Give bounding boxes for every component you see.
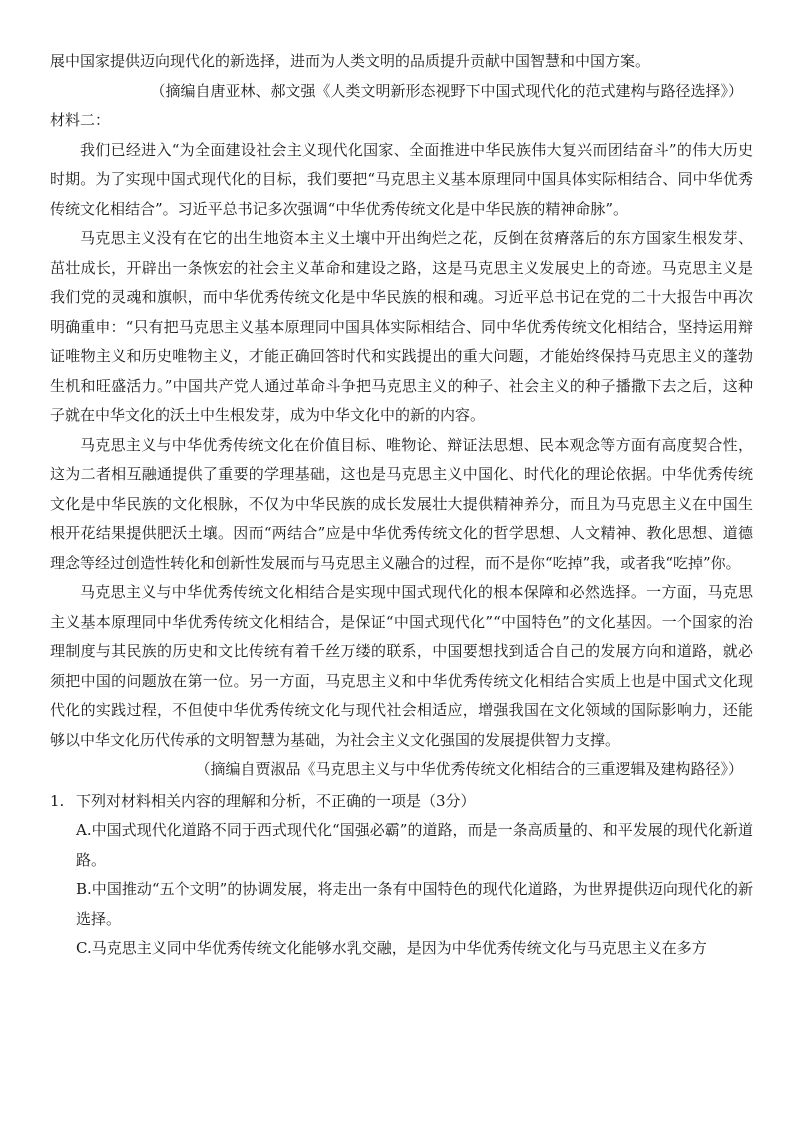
material2-heading: 材料二： — [50, 111, 111, 129]
document-page — [50, 47, 753, 964]
material2-paragraph-4: 马克思主义与中华优秀传统文化相结合是实现中国式现代化的根本保障和必然选择。一方面，马克思主义基本原理同中华优秀传统文化相结合，是保证“中国式现代化”“中国特色”的文化基因。一个国家的治理制度与其民族的历史和文比传统有着千丝万缕的联系，中国要想找到适合自己的发展方向和道路，就必须把中国的问题放在第一位。另一方面，马克思主义和中华优秀传统文化相结合实质上也是中国式文化现代化的实践过程，不但使中华优秀传统文化与现代社会相适应，增强我国在文化领域的国际影响力，还能够以中华文化历代传承的文明智慧为基础，为社会主义文化强国的发展提供智力支撑。 — [50, 583, 753, 749]
option-b: B.中国推动“五个文明”的协调发展，将走出一条有中国特色的现代化道路，为世界提供迈向现代化的新选择。 — [76, 880, 753, 928]
question-number: 1. — [50, 791, 65, 810]
question-stem: 下列对材料相关内容的理解和分析，不正确的一项是（3分） — [76, 791, 476, 810]
material2-paragraph-1: 我们已经进入“为全面建设社会主义现代化国家、全面推进中华民族伟大复兴而团结奋斗”的伟大历史时期。为了实现中国式现代化的目标，我们要把“马克思主义基本原理同中国具体实际相结合、同中华优秀传统文化相结合”。习近平总书记多次强调“中华优秀传统文化是中华民族的精神命脉”。 — [50, 140, 753, 218]
option-c: C.马克思主义同中华优秀传统文化能够水乳交融，是因为中华优秀传统文化与马克思主义在多方 — [76, 939, 707, 957]
material2-paragraph-2: 马克思主义没有在它的出生地资本主义土壤中开出绚烂之花，反倒在贫瘠落后的东方国家生根发芽、茁壮成长，开辟出一条恢宏的社会主义革命和建设之路，这是马克思主义发展史上的奇迹。马克思主义是我们党的灵魂和旗帜，而中华优秀传统文化是中华民族的根和魂。习近平总书记在党的二十大报告中再次明确重申：“只有把马克思主义基本原理同中国具体实际相结合、同中华优秀传统文化相结合，坚持运用辩证唯物主义和历史唯物主义，才能正确回答时代和实践提出的重大问题，才能始终保持马克思主义的蓬勃生机和旺盛活力。”中国共产党人通过革命斗争把马克思主义的种子、社会主义的种子播撒下去之后，这种子就在中华文化的沃土中生根发芽，成为中华文化中的新的内容。 — [50, 229, 753, 424]
option-a: A.中国式现代化道路不同于西式现代化“国强必霸”的道路，而是一条高质量的、和平发展的现代化新道路。 — [76, 821, 753, 869]
material2-paragraph-3: 马克思主义与中华优秀传统文化在价值目标、唯物论、辩证法思想、民本观念等方面有高度契合性，这为二者相互融通提供了重要的学理基础，这也是马克思主义中国化、时代化的理论依据。中华优秀传统文化是中华民族的文化根脉，不仅为中华民族的成长发展壮大提供精神养分，而且为马克思主义在中国生根开花结果提供肥沃土壤。因而“两结合”应是中华优秀传统文化的哲学思想、人文精神、教化思想、道德理念等经过创造性转化和创新性发展而与马克思主义融合的过程，而不是你“吃掉”我，或者我“吃掉”你。 — [50, 435, 753, 572]
material2-source-citation: （摘编自贾淑品《马克思主义与中华优秀传统文化相结合的三重逻辑及建构路径》） — [195, 760, 743, 778]
question-1 — [50, 787, 753, 817]
material1-tail-paragraph: 展中国家提供迈向现代化的新选择，进而为人类文明的品质提升贡献中国智慧和中国方案。 — [50, 52, 651, 70]
material1-source-citation: （摘编自唐亚林、郝文强《人类文明新形态视野下中国式现代化的范式建构与路径选择》） — [150, 81, 743, 100]
